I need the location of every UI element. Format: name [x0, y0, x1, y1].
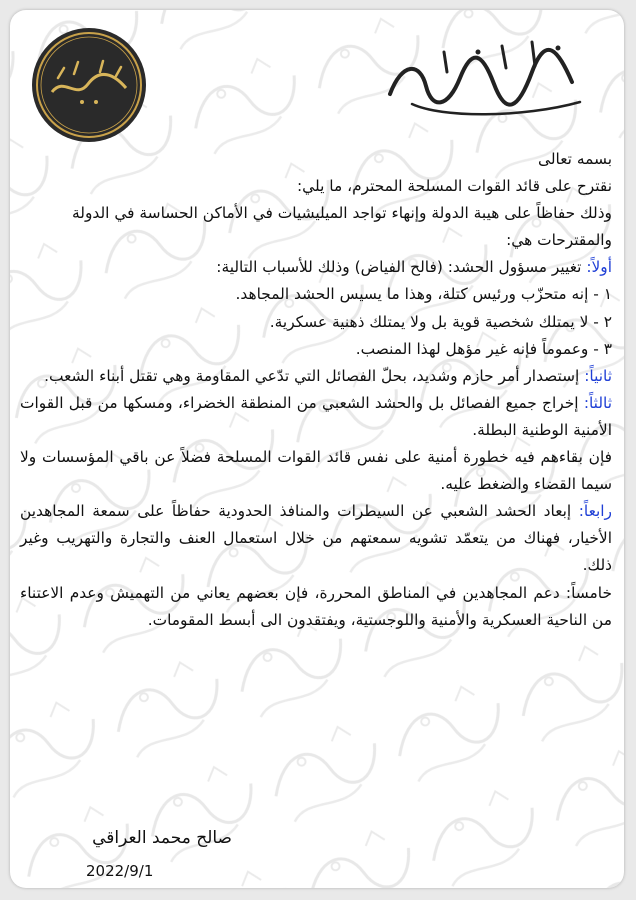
purpose-paragraph: وذلك حفاظاً على هيبة الدولة وإنهاء تواجد الميليشيات في الأماكن الحساسة في الدولة — [72, 204, 612, 223]
first-label: أولاً: — [586, 258, 612, 277]
second-text: إستصدار أمر حازم وشديد، بحلّ الفصائل التي تدّعي المقاومة وهي تقتل أبناء الشعب. — [44, 366, 585, 385]
letter-body — [20, 146, 612, 634]
signature-calligraphy — [382, 32, 592, 122]
letter-date: 2022/9/1 — [86, 862, 154, 880]
reason-3: ٣ - وعموماً فإنه غير مؤهل لهذا المنصب. — [355, 339, 612, 358]
logo-emblem — [30, 26, 148, 144]
reason-1: ١ - إنه متحزّب ورئيس كتلة، وهذا ما يسيس الحشد المجاهد. — [235, 285, 612, 304]
fourth-text: إبعاد الحشد الشعبي عن السيطرات والمنافذ الحدودية حفاظاً على سمعة المجاهدين الأخيار، فهناك من يتعمّد تشويه سمعتهم من خلال استعمال العنف والتجارة والتهريب وغير ذلك. — [20, 502, 612, 575]
footer-signature: صالح محمد العراقي — [92, 828, 232, 848]
letter-page — [10, 10, 624, 888]
reason-2: ٢ - لا يمتلك شخصية قوية بل ولا يمتلك ذهنية عسكرية. — [269, 312, 612, 331]
third-point — [20, 390, 612, 444]
third-point-note: فإن بقاءهم فيه خطورة أمنية على نفس قائد القوات المسلحة فضلاً عن باقي المؤسسات ولا سيما القضاء والضغط عليه. — [20, 448, 612, 494]
second-label: ثانياً: — [584, 366, 612, 385]
fifth-point: خامساً: دعم المجاهدين في المناطق المحررة، فإن بعضهم يعاني من التهميش وعدم الاعتناء من الناحية العسكرية والأمنية واللوجستية، ويفتقدون الى أبسط المقومات. — [20, 583, 612, 629]
fourth-point — [20, 498, 612, 579]
third-text: إخراج جميع الفصائل بل والحشد الشعبي من المنطقة الخضراء، ومسكها من قبل القوات الأمنية الوطنية البطلة. — [20, 393, 612, 439]
proposals-heading: والمقترحات هي: — [506, 231, 612, 250]
fourth-label: رابعاً: — [578, 502, 612, 521]
first-text: تغيير مسؤول الحشد: (فالح الفياض) وذلك للأسباب التالية: — [216, 258, 587, 277]
basmala-line: بسمه تعالى — [538, 150, 612, 168]
first-point — [20, 254, 612, 281]
intro-line: نقترح على قائد القوات المسلحة المحترم، ما يلي: — [297, 177, 612, 196]
second-point — [20, 363, 612, 390]
third-label: ثالثاً: — [583, 393, 612, 412]
